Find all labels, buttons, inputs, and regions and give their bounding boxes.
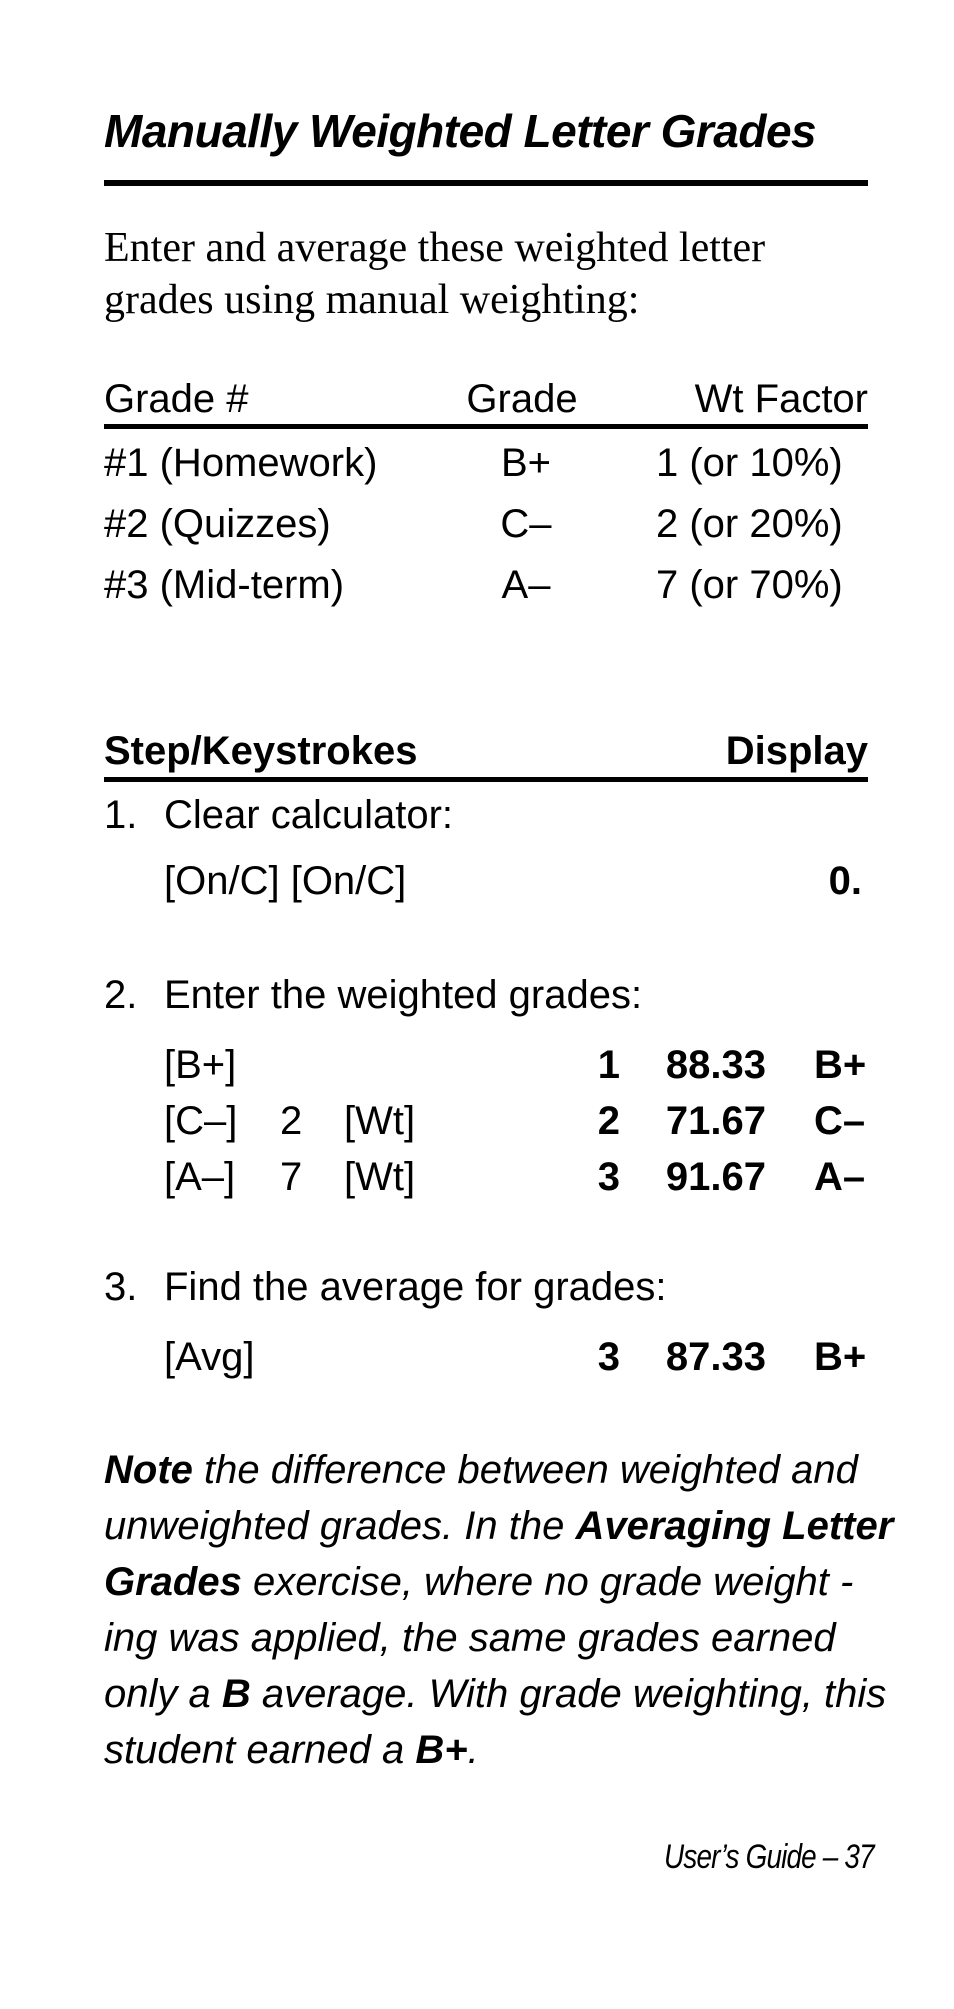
display-count: 2 bbox=[597, 1099, 620, 1143]
display-value: 0. bbox=[828, 859, 862, 903]
step-text: Enter the weighted grades: bbox=[164, 973, 643, 1017]
display-value: 71.67 bbox=[665, 1099, 766, 1143]
column-header-grade-number: Grade # bbox=[104, 377, 249, 421]
steps-header-keystrokes: Step/Keystrokes bbox=[104, 729, 418, 773]
step-text: Find the average for grades: bbox=[164, 1265, 667, 1309]
weight-factor: 1 (or 10%) bbox=[656, 441, 843, 485]
key-grade: [C–] bbox=[164, 1099, 238, 1143]
key-grade: [B+] bbox=[164, 1043, 237, 1087]
table-row bbox=[104, 560, 868, 610]
keystroke-line bbox=[104, 1096, 868, 1146]
note-text: exercise, where no grade weight - ing was applied, the same grades earned only a bbox=[104, 1560, 854, 1716]
key-weight-amount: 7 bbox=[280, 1155, 303, 1199]
key-wt: [Wt] bbox=[344, 1099, 416, 1143]
key-wt: [Wt] bbox=[344, 1155, 416, 1199]
page-title: Manually Weighted Letter Grades bbox=[104, 105, 817, 157]
steps-header-display: Display bbox=[725, 729, 868, 773]
note-text: the difference between weighted and unweighted grades. In the bbox=[104, 1448, 858, 1548]
grade-item: #3 (Mid-term) bbox=[104, 563, 345, 607]
intro-paragraph: Enter and average these weighted letter grades using manual weighting: bbox=[104, 225, 766, 323]
grade-item: #2 (Quizzes) bbox=[104, 502, 331, 546]
manual-page bbox=[104, 0, 894, 2009]
keystroke-line bbox=[104, 1332, 868, 1382]
display-count: 1 bbox=[597, 1043, 620, 1087]
display-value: 91.67 bbox=[665, 1155, 766, 1199]
keystroke-line bbox=[104, 1040, 868, 1090]
table-row bbox=[104, 438, 868, 488]
grade-letter: C– bbox=[500, 502, 552, 546]
note-grade-bplus: B+ bbox=[415, 1728, 468, 1772]
step-text: Clear calculator: bbox=[164, 793, 454, 837]
note-grade-b: B bbox=[221, 1672, 251, 1716]
step-number: 1. bbox=[104, 793, 138, 837]
note-paragraph bbox=[104, 1442, 894, 1778]
display-value: 88.33 bbox=[665, 1043, 766, 1087]
display-count: 3 bbox=[597, 1155, 620, 1199]
step-heading bbox=[104, 970, 868, 1020]
column-header-wt-factor: Wt Factor bbox=[694, 377, 868, 421]
grade-table-header bbox=[104, 374, 868, 424]
weight-factor: 7 (or 70%) bbox=[656, 563, 843, 607]
keystroke-line bbox=[104, 856, 868, 906]
table-row bbox=[104, 499, 868, 549]
grade-letter: B+ bbox=[500, 441, 552, 485]
display-letter: A– bbox=[814, 1155, 866, 1199]
steps-header bbox=[104, 726, 868, 776]
step-number: 2. bbox=[104, 973, 138, 1017]
note-text: average. With grade weighting, this student earned a bbox=[104, 1672, 887, 1772]
key-weight-amount: 2 bbox=[280, 1099, 303, 1143]
keystroke-line bbox=[104, 1152, 868, 1202]
note-label: Note bbox=[104, 1448, 193, 1492]
display-letter: B+ bbox=[814, 1335, 867, 1379]
step-heading bbox=[104, 1262, 868, 1312]
weight-factor: 2 (or 20%) bbox=[656, 502, 843, 546]
note-text: . bbox=[467, 1728, 479, 1772]
display-letter: C– bbox=[814, 1099, 866, 1143]
step-number: 3. bbox=[104, 1265, 138, 1309]
keystrokes: [On/C] [On/C] bbox=[164, 859, 407, 903]
key-grade: [A–] bbox=[164, 1155, 236, 1199]
grade-item: #1 (Homework) bbox=[104, 441, 378, 485]
display-value: 87.33 bbox=[665, 1335, 766, 1379]
column-header-grade: Grade bbox=[466, 377, 578, 421]
display-letter: B+ bbox=[814, 1043, 867, 1087]
title-divider bbox=[104, 180, 868, 186]
grade-letter: A– bbox=[501, 563, 551, 607]
page-footer: User’s Guide – 37 bbox=[664, 1838, 874, 1876]
display-count: 3 bbox=[597, 1335, 620, 1379]
note-exercise-ref: Averaging Letter Grades bbox=[104, 1504, 894, 1604]
steps-divider bbox=[104, 777, 868, 782]
key-avg: [Avg] bbox=[164, 1335, 255, 1379]
grade-table-divider bbox=[104, 424, 868, 429]
step-heading bbox=[104, 790, 868, 840]
